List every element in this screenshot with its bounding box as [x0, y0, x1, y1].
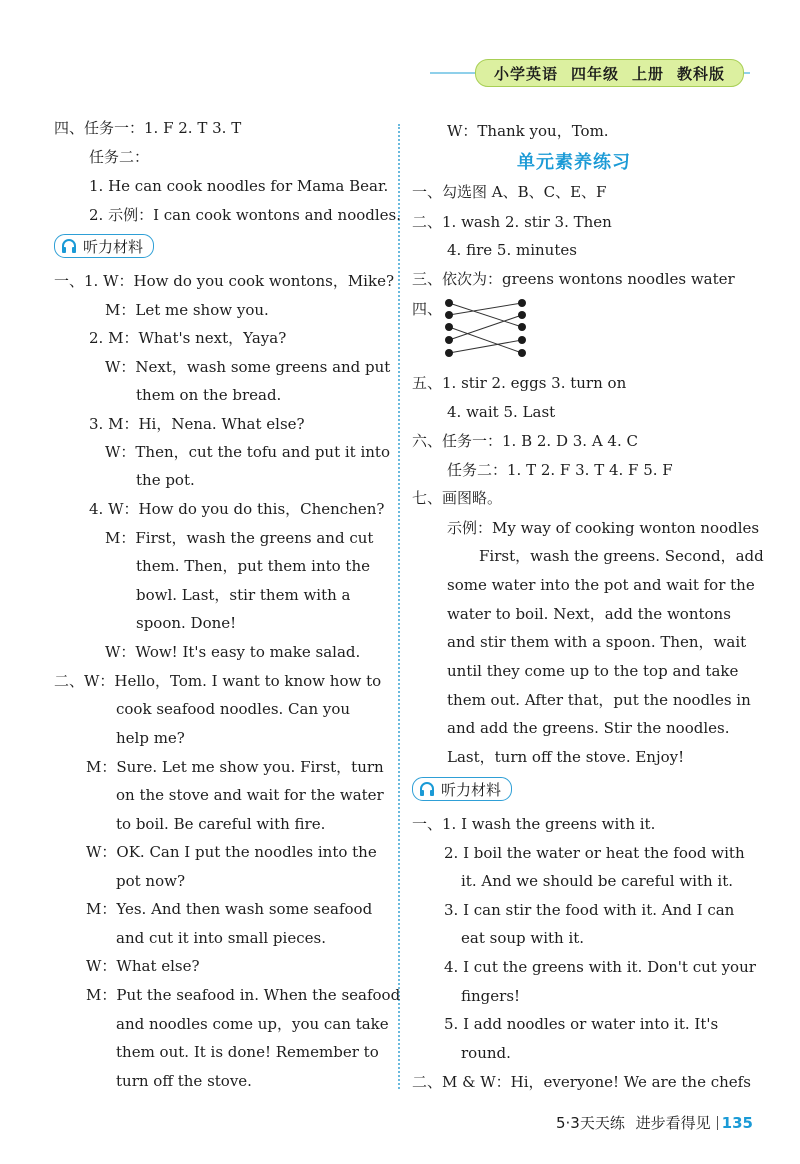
dialogue-line: them on the bread.: [136, 386, 282, 404]
dialogue-line: 一、1. I wash the greens with it.: [412, 815, 656, 833]
essay-line: some water into the pot and wait for the: [447, 576, 755, 594]
answer-line: 1. He can cook noodles for Mama Bear.: [89, 177, 389, 195]
match-dot: [518, 299, 526, 307]
header-subject: 小学英语: [493, 64, 558, 83]
dialogue-line: 二、W：Hello，Tom. I want to know how to: [54, 672, 382, 690]
answer-line: 四、任务一：1. F 2. T 3. T: [54, 119, 242, 137]
dialogue-line: 3. I can stir the food with it. And I can: [444, 901, 735, 919]
footer-series: 5·3天天练: [556, 1114, 625, 1132]
header-grade: 四年级: [570, 64, 619, 83]
dialogue-line: M：Sure. Let me show you. First，turn: [86, 758, 384, 776]
dialogue-line: W：What else?: [86, 957, 200, 975]
dialogue-line: 二、M & W：Hi，everyone! We are the chefs: [412, 1073, 751, 1091]
dialogue-line: it. And we should be careful with it.: [461, 872, 734, 890]
dialogue-line: 一、1. W：How do you cook wontons，Mike?: [54, 272, 394, 290]
match-dot: [445, 349, 453, 357]
dialogue-line: W：Thank you，Tom.: [447, 122, 609, 140]
dialogue-line: 5. I add noodles or water into it. It's: [444, 1015, 719, 1033]
answer-line: 三、依次为：greens wontons noodles water: [412, 270, 735, 288]
dialogue-line: M：First，wash the greens and cut: [105, 529, 374, 547]
essay-line: and add the greens. Stir the noodles.: [447, 719, 730, 737]
dialogue-line: and noodles come up，you can take: [116, 1015, 389, 1033]
page-number: 135: [721, 1114, 753, 1132]
header-edition: 教科版: [677, 64, 726, 83]
answer-line: 4. wait 5. Last: [447, 403, 556, 421]
dialogue-line: round.: [461, 1044, 511, 1062]
answer-line: 任务二：1. T 2. F 3. T 4. F 5. F: [447, 461, 673, 479]
dialogue-line: W：OK. Can I put the noodles into the: [86, 843, 377, 861]
essay-line: until they come up to the top and take: [447, 662, 739, 680]
footer-separator: [717, 1116, 718, 1130]
page-footer: [556, 1112, 753, 1133]
answer-line: 2. 示例：I can cook wontons and noodles.: [89, 206, 402, 224]
answer-line: 二、1. wash 2. stir 3. Then: [412, 213, 612, 231]
essay-line: water to boil. Next，add the wontons: [447, 605, 731, 623]
listening-material-text: 听力材料: [83, 237, 144, 256]
dialogue-line: 4. W：How do you do this，Chenchen?: [89, 500, 385, 518]
dialogue-line: W：Next，wash some greens and put: [105, 358, 391, 376]
header-badge: [475, 59, 744, 87]
header-volume: 上册: [632, 64, 665, 83]
dialogue-line: fingers!: [461, 987, 521, 1005]
listening-material-label: [412, 777, 512, 801]
column-divider: [398, 124, 400, 1089]
dialogue-line: W：Wow! It's easy to make salad.: [105, 643, 361, 661]
answer-line: 五、1. stir 2. eggs 3. turn on: [412, 374, 627, 392]
dialogue-line: 2. M：What's next，Yaya?: [89, 329, 287, 347]
answer-line: 任务二：: [89, 148, 150, 166]
match-dot: [518, 323, 526, 331]
match-dot: [445, 336, 453, 344]
dialogue-line: W：Then，cut the tofu and put it into: [105, 443, 390, 461]
dialogue-line: 2. I boil the water or heat the food with: [444, 844, 745, 862]
dialogue-line: M：Yes. And then wash some seafood: [86, 900, 373, 918]
essay-line: Last，turn off the stove. Enjoy!: [447, 748, 685, 766]
dialogue-line: 3. M：Hi，Nena. What else?: [89, 415, 305, 433]
essay-line: them out. After that，put the noodles in: [447, 691, 751, 709]
essay-line: and stir them with a spoon. Then，wait: [447, 633, 747, 651]
matching-diagram: [440, 296, 532, 360]
dialogue-line: eat soup with it.: [461, 929, 585, 947]
dialogue-line: turn off the stove.: [116, 1072, 252, 1090]
headphones-icon: [419, 782, 435, 796]
dialogue-line: M：Put the seafood in. When the seafood: [86, 986, 401, 1004]
dialogue-line: pot now?: [116, 872, 186, 890]
listening-material-text: 听力材料: [441, 780, 502, 799]
match-dot: [518, 311, 526, 319]
essay-line: First，wash the greens. Second，add: [479, 547, 764, 565]
match-dot: [445, 323, 453, 331]
answer-line: 四、: [412, 300, 443, 318]
dialogue-line: them. Then，put them into the: [136, 557, 370, 575]
dialogue-line: spoon. Done!: [136, 614, 237, 632]
match-dot: [518, 349, 526, 357]
match-dot: [445, 311, 453, 319]
answer-line: 4. fire 5. minutes: [447, 241, 577, 259]
answer-line: 一、勾选图 A、B、C、E、F: [412, 183, 607, 201]
answer-line: 七、画图略。: [412, 489, 503, 507]
dialogue-line: 4. I cut the greens with it. Don't cut your: [444, 958, 756, 976]
match-dot: [445, 299, 453, 307]
dialogue-line: to boil. Be careful with fire.: [116, 815, 326, 833]
dialogue-line: help me?: [116, 729, 185, 747]
dialogue-line: on the stove and wait for the water: [116, 786, 384, 804]
footer-slogan: 进步看得见: [635, 1114, 711, 1132]
answer-line: 六、任务一：1. B 2. D 3. A 4. C: [412, 432, 638, 450]
listening-material-label: [54, 234, 154, 258]
unit-title: 单元素养练习: [517, 152, 631, 173]
dialogue-line: cook seafood noodles. Can you: [116, 700, 351, 718]
match-dot: [518, 336, 526, 344]
dialogue-line: them out. It is done! Remember to: [116, 1043, 379, 1061]
dialogue-line: and cut it into small pieces.: [116, 929, 326, 947]
dialogue-line: M：Let me show you.: [105, 301, 269, 319]
dialogue-line: the pot.: [136, 471, 195, 489]
answer-line: 示例：My way of cooking wonton noodles: [447, 519, 760, 537]
dialogue-line: bowl. Last，stir them with a: [136, 586, 351, 604]
headphones-icon: [61, 239, 77, 253]
